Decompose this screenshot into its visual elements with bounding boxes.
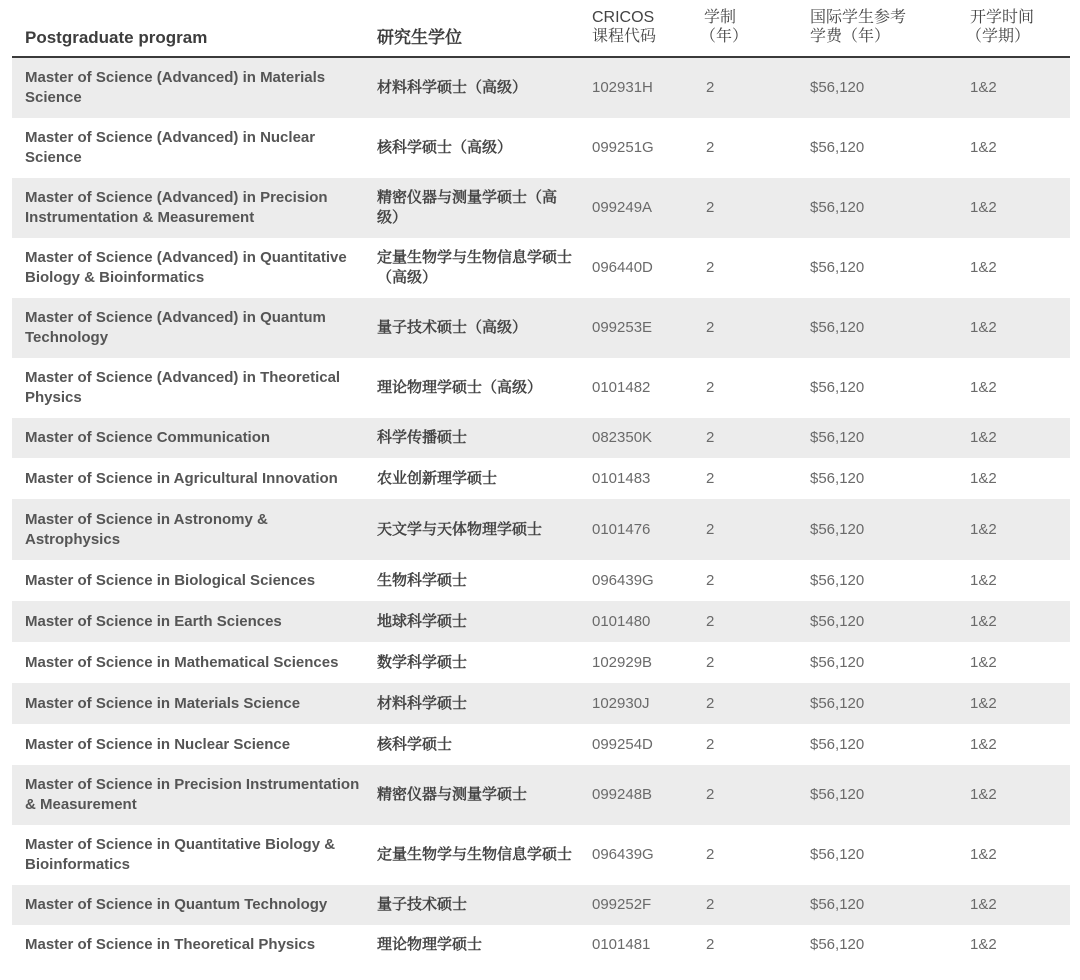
fee-cell <box>810 825 930 885</box>
program-cell-text: Master of Science (Advanced) in Quantitative Biology & Bioinformatics <box>25 249 347 286</box>
table-row <box>12 601 1070 642</box>
duration-cell <box>706 925 746 965</box>
chinese-degree-cell <box>377 58 577 118</box>
program-cell <box>25 298 360 358</box>
cricos-code-cell-text: 099251G <box>592 139 654 156</box>
table-row <box>12 178 1070 238</box>
cricos-code-cell <box>592 825 692 885</box>
cricos-code-cell <box>592 601 692 642</box>
header-duration-line2: （年） <box>700 28 749 45</box>
chinese-degree-cell <box>377 825 577 885</box>
fee-cell-text: $56,120 <box>810 379 865 396</box>
program-cell-text: Master of Science (Advanced) in Materials Science <box>25 69 326 106</box>
fee-cell-text: $56,120 <box>810 612 865 630</box>
program-cell <box>25 178 360 238</box>
header-cricos-line2: 课程代码 <box>592 28 657 45</box>
fee-cell <box>810 499 930 560</box>
fee-cell <box>810 765 930 825</box>
duration-cell-text: 2 <box>706 520 715 538</box>
fee-cell <box>810 642 930 683</box>
program-cell <box>25 358 360 418</box>
cricos-code-cell <box>592 418 692 458</box>
table-row <box>12 458 1070 499</box>
fee-cell-text: $56,120 <box>810 429 865 446</box>
duration-cell-text: 2 <box>706 786 715 803</box>
intake-cell <box>970 499 1030 560</box>
chinese-degree-cell-text: 量子技术硕士（高级） <box>377 319 528 336</box>
cricos-code-cell <box>592 118 692 178</box>
cricos-code-cell-text: 102931H <box>592 79 653 96</box>
fee-cell <box>810 560 930 601</box>
cricos-code-cell <box>592 358 692 418</box>
intake-cell <box>970 458 1030 499</box>
intake-cell <box>970 683 1030 724</box>
table-row <box>12 885 1070 925</box>
intake-cell-text: 1&2 <box>970 319 997 336</box>
chinese-degree-cell-text: 农业创新理学硕士 <box>377 469 498 487</box>
fee-cell-text: $56,120 <box>810 139 865 156</box>
duration-cell-text: 2 <box>706 571 715 589</box>
program-cell-text: Master of Science in Earth Sciences <box>25 612 282 630</box>
fee-cell <box>810 238 930 298</box>
fee-cell-text: $56,120 <box>810 694 865 712</box>
intake-cell-text: 1&2 <box>970 571 997 589</box>
fee-cell-text: $56,120 <box>810 319 865 336</box>
duration-cell <box>706 58 746 118</box>
duration-cell-text: 2 <box>706 846 715 863</box>
chinese-degree-cell-text: 生物科学硕士 <box>377 571 468 589</box>
intake-cell <box>970 925 1030 965</box>
program-cell-text: Master of Science in Mathematical Sciences <box>25 653 339 671</box>
intake-cell-text: 1&2 <box>970 520 997 538</box>
fee-cell-text: $56,120 <box>810 469 865 487</box>
intake-cell <box>970 298 1030 358</box>
chinese-degree-cell <box>377 925 577 965</box>
duration-cell <box>706 418 746 458</box>
intake-cell <box>970 118 1030 178</box>
intake-cell-text: 1&2 <box>970 896 997 913</box>
duration-cell <box>706 118 746 178</box>
intake-cell <box>970 238 1030 298</box>
chinese-degree-cell-text: 地球科学硕士 <box>377 612 468 630</box>
table-row <box>12 683 1070 724</box>
cricos-code-cell <box>592 925 692 965</box>
program-cell-text: Master of Science in Precision Instrumentation & Measurement <box>25 776 360 813</box>
fee-cell <box>810 925 930 965</box>
cricos-code-cell-text: 099249A <box>592 199 653 216</box>
intake-cell-text: 1&2 <box>970 429 997 446</box>
duration-cell <box>706 560 746 601</box>
fee-cell <box>810 178 930 238</box>
program-cell <box>25 601 360 642</box>
cricos-code-cell-text: 096439G <box>592 846 654 863</box>
fee-cell-text: $56,120 <box>810 79 865 96</box>
intake-cell <box>970 765 1030 825</box>
intake-cell-text: 1&2 <box>970 199 997 216</box>
cricos-code-cell <box>592 724 692 765</box>
fee-cell-text: $56,120 <box>810 936 865 953</box>
duration-cell <box>706 298 746 358</box>
program-cell <box>25 825 360 885</box>
duration-cell <box>706 885 746 925</box>
chinese-degree-cell <box>377 118 577 178</box>
chinese-degree-cell <box>377 765 577 825</box>
chinese-degree-cell <box>377 499 577 560</box>
chinese-degree-cell <box>377 642 577 683</box>
cricos-code-cell-text: 099252F <box>592 896 652 913</box>
intake-cell-text: 1&2 <box>970 846 997 863</box>
program-cell-text: Master of Science in Agricultural Innovation <box>25 469 338 487</box>
table-row <box>12 560 1070 601</box>
cricos-code-cell <box>592 458 692 499</box>
duration-cell-text: 2 <box>706 319 715 336</box>
fee-cell <box>810 298 930 358</box>
cricos-code-cell-text: 102929B <box>592 653 653 671</box>
program-cell <box>25 885 360 925</box>
fee-cell <box>810 885 930 925</box>
chinese-degree-cell-text: 定量生物学与生物信息学硕士 <box>377 846 573 863</box>
intake-cell-text: 1&2 <box>970 79 997 96</box>
cricos-code-cell-text: 0101476 <box>592 520 651 538</box>
cricos-code-cell-text: 099248B <box>592 786 653 803</box>
table-row <box>12 499 1070 560</box>
chinese-degree-cell <box>377 458 577 499</box>
chinese-degree-cell-text: 定量生物学与生物信息学硕士（高级） <box>377 249 573 286</box>
duration-cell <box>706 458 746 499</box>
cricos-code-cell-text: 082350K <box>592 429 653 446</box>
table-row <box>12 724 1070 765</box>
intake-cell <box>970 418 1030 458</box>
table-row <box>12 58 1070 118</box>
cricos-code-cell <box>592 642 692 683</box>
intake-cell <box>970 58 1030 118</box>
fee-cell <box>810 683 930 724</box>
duration-cell-text: 2 <box>706 379 715 396</box>
header-chinese-degree: 研究生学位 <box>377 28 462 47</box>
chinese-degree-cell <box>377 724 577 765</box>
chinese-degree-cell-text: 数学科学硕士 <box>377 653 468 671</box>
table-header <box>12 0 1070 58</box>
program-cell <box>25 925 360 965</box>
program-cell <box>25 499 360 560</box>
chinese-degree-cell <box>377 238 577 298</box>
chinese-degree-cell-text: 材料科学硕士 <box>377 694 468 712</box>
table-row <box>12 118 1070 178</box>
program-cell-text: Master of Science in Biological Sciences <box>25 571 316 589</box>
table-body <box>12 58 1070 965</box>
chinese-degree-cell <box>377 683 577 724</box>
program-cell-text: Master of Science in Theoretical Physics <box>25 936 316 953</box>
cricos-code-cell-text: 096440D <box>592 259 653 276</box>
duration-cell-text: 2 <box>706 653 715 671</box>
program-cell-text: Master of Science in Materials Science <box>25 694 301 712</box>
cricos-code-cell <box>592 885 692 925</box>
cricos-code-cell-text: 099253E <box>592 319 653 336</box>
header-cricos-line1: CRICOS <box>592 9 655 26</box>
duration-cell <box>706 238 746 298</box>
fee-cell-text: $56,120 <box>810 786 865 803</box>
chinese-degree-cell-text: 科学传播硕士 <box>377 429 468 446</box>
duration-cell-text: 2 <box>706 735 715 753</box>
cricos-code-cell-text: 096439G <box>592 571 654 589</box>
cricos-code-cell-text: 0101480 <box>592 612 651 630</box>
program-cell <box>25 683 360 724</box>
fee-cell-text: $56,120 <box>810 735 865 753</box>
intake-cell-text: 1&2 <box>970 379 997 396</box>
table-row <box>12 642 1070 683</box>
chinese-degree-cell <box>377 418 577 458</box>
intake-cell-text: 1&2 <box>970 936 997 953</box>
program-cell-text: Master of Science (Advanced) in Quantum Technology <box>25 309 326 346</box>
program-cell-text: Master of Science in Quantum Technology <box>25 896 328 913</box>
program-cell <box>25 118 360 178</box>
fee-cell-text: $56,120 <box>810 520 865 538</box>
cricos-code-cell-text: 0101483 <box>592 469 651 487</box>
header-intake <box>966 8 1035 46</box>
fee-cell-text: $56,120 <box>810 199 865 216</box>
header-intake-line1: 开学时间 <box>970 9 1035 26</box>
cricos-code-cell <box>592 499 692 560</box>
table-row <box>12 418 1070 458</box>
intake-cell-text: 1&2 <box>970 139 997 156</box>
chinese-degree-cell-text: 精密仪器与测量学硕士（高级） <box>377 189 558 226</box>
cricos-code-cell-text: 0101482 <box>592 379 651 396</box>
chinese-degree-cell-text: 理论物理学硕士（高级） <box>377 379 543 396</box>
intake-cell <box>970 178 1030 238</box>
program-cell <box>25 418 360 458</box>
fee-cell-text: $56,120 <box>810 259 865 276</box>
duration-cell-text: 2 <box>706 469 715 487</box>
program-table <box>12 0 1070 965</box>
duration-cell <box>706 601 746 642</box>
cricos-code-cell-text: 102930J <box>592 694 650 712</box>
program-cell-text: Master of Science (Advanced) in Theoretical Physics <box>25 369 341 406</box>
fee-cell-text: $56,120 <box>810 571 865 589</box>
intake-cell <box>970 885 1030 925</box>
intake-cell <box>970 358 1030 418</box>
chinese-degree-cell-text: 量子技术硕士 <box>377 896 468 913</box>
duration-cell-text: 2 <box>706 694 715 712</box>
table-row <box>12 825 1070 885</box>
chinese-degree-cell <box>377 298 577 358</box>
cricos-code-cell <box>592 178 692 238</box>
cricos-code-cell <box>592 238 692 298</box>
cricos-code-cell <box>592 58 692 118</box>
fee-cell-text: $56,120 <box>810 846 865 863</box>
intake-cell-text: 1&2 <box>970 259 997 276</box>
intake-cell-text: 1&2 <box>970 694 997 712</box>
chinese-degree-cell <box>377 178 577 238</box>
intake-cell-text: 1&2 <box>970 786 997 803</box>
fee-cell <box>810 358 930 418</box>
program-cell-text: Master of Science in Astronomy & Astrophysics <box>25 510 268 548</box>
duration-cell-text: 2 <box>706 429 715 446</box>
intake-cell <box>970 724 1030 765</box>
chinese-degree-cell-text: 理论物理学硕士 <box>377 936 483 953</box>
fee-cell <box>810 458 930 499</box>
chinese-degree-cell-text: 核科学硕士（高级） <box>377 139 513 156</box>
program-cell <box>25 724 360 765</box>
duration-cell-text: 2 <box>706 79 715 96</box>
fee-cell <box>810 58 930 118</box>
chinese-degree-cell-text: 精密仪器与测量学硕士 <box>377 786 528 803</box>
intake-cell-text: 1&2 <box>970 653 997 671</box>
chinese-degree-cell <box>377 560 577 601</box>
duration-cell <box>706 683 746 724</box>
program-cell <box>25 560 360 601</box>
intake-cell <box>970 825 1030 885</box>
duration-cell <box>706 724 746 765</box>
table-row <box>12 925 1070 965</box>
header-intake-line2: （学期） <box>966 28 1031 45</box>
fee-cell <box>810 418 930 458</box>
fee-cell-text: $56,120 <box>810 653 865 671</box>
duration-cell <box>706 765 746 825</box>
fee-cell <box>810 118 930 178</box>
duration-cell-text: 2 <box>706 259 715 276</box>
table-row <box>12 358 1070 418</box>
program-cell-text: Master of Science Communication <box>25 429 271 446</box>
duration-cell-text: 2 <box>706 936 715 953</box>
duration-cell <box>706 642 746 683</box>
program-cell <box>25 765 360 825</box>
duration-cell-text: 2 <box>706 896 715 913</box>
header-fee-line1: 国际学生参考 <box>810 9 907 26</box>
program-cell <box>25 458 360 499</box>
duration-cell <box>706 358 746 418</box>
intake-cell-text: 1&2 <box>970 735 997 753</box>
fee-cell-text: $56,120 <box>810 896 865 913</box>
header-program: Postgraduate program <box>25 28 208 47</box>
header-duration <box>700 8 749 46</box>
chinese-degree-cell-text: 天文学与天体物理学硕士 <box>377 520 543 538</box>
chinese-degree-cell <box>377 601 577 642</box>
cricos-code-cell-text: 0101481 <box>592 936 651 953</box>
chinese-degree-cell <box>377 358 577 418</box>
chinese-degree-cell-text: 材料科学硕士（高级） <box>377 79 528 96</box>
intake-cell <box>970 560 1030 601</box>
duration-cell-text: 2 <box>706 612 715 630</box>
table-row <box>12 298 1070 358</box>
program-cell <box>25 642 360 683</box>
cricos-code-cell <box>592 298 692 358</box>
cricos-code-cell <box>592 560 692 601</box>
intake-cell-text: 1&2 <box>970 612 997 630</box>
header-cricos-code <box>592 8 656 46</box>
chinese-degree-cell-text: 核科学硕士 <box>377 735 453 753</box>
program-cell-text: Master of Science (Advanced) in Precision Instrumentation & Measurement <box>25 189 328 226</box>
chinese-degree-cell <box>377 885 577 925</box>
header-duration-line1: 学制 <box>704 9 737 26</box>
duration-cell <box>706 178 746 238</box>
program-cell-text: Master of Science in Quantitative Biology & Bioinformatics <box>25 836 336 873</box>
intake-cell <box>970 642 1030 683</box>
program-cell-text: Master of Science (Advanced) in Nuclear Science <box>25 129 316 166</box>
program-cell-text: Master of Science in Nuclear Science <box>25 735 291 753</box>
fee-cell <box>810 601 930 642</box>
table-row <box>12 765 1070 825</box>
program-cell <box>25 238 360 298</box>
duration-cell-text: 2 <box>706 199 715 216</box>
intake-cell <box>970 601 1030 642</box>
program-cell <box>25 58 360 118</box>
intake-cell-text: 1&2 <box>970 469 997 487</box>
cricos-code-cell-text: 099254D <box>592 735 653 753</box>
cricos-code-cell <box>592 683 692 724</box>
header-fee-line2: 学费（年） <box>810 28 891 45</box>
cricos-code-cell <box>592 765 692 825</box>
duration-cell <box>706 499 746 560</box>
header-fee <box>810 8 906 46</box>
duration-cell-text: 2 <box>706 139 715 156</box>
table-row <box>12 238 1070 298</box>
fee-cell <box>810 724 930 765</box>
duration-cell <box>706 825 746 885</box>
